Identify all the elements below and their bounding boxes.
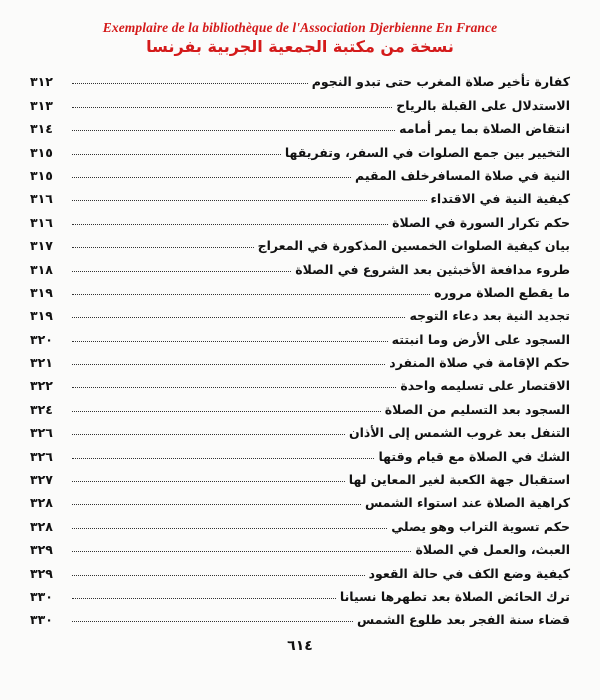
toc-entry-page: ٣١٢	[30, 74, 53, 90]
toc-entry-page: ٣١٧	[30, 238, 53, 254]
toc-entry	[30, 136, 570, 159]
toc-entry-title: التخيير بين جمع الصلوات في السفر، وتفريقها	[284, 144, 570, 160]
toc-entry-title: تجديد النية بعد دعاء التوجه	[409, 308, 570, 324]
toc-entry-title: استقبال جهة الكعبة لغير المعاين لها	[348, 472, 570, 488]
toc-leader-dots	[72, 458, 374, 459]
toc-entry-title: حكم الإقامة في صلاة المنفرد	[389, 355, 570, 371]
toc-entry-title: حكم تكرار السورة في الصلاة	[392, 214, 570, 230]
toc-entry-page: ٣٢٩	[30, 565, 53, 581]
page-number: ٦١٤	[287, 638, 313, 654]
toc-leader-dots	[72, 317, 405, 318]
toc-entry-title: ترك الحائض الصلاة بعد تطهرها نسيانا	[339, 588, 570, 604]
toc-leader-dots	[72, 294, 430, 295]
toc-leader-dots	[72, 621, 353, 622]
toc-entry-page: ٣٢٧	[30, 472, 53, 488]
toc-leader-dots	[72, 411, 381, 412]
toc-entry	[30, 347, 570, 370]
toc-entry-title: حكم تسوية التراب وهو يصلي	[391, 518, 570, 534]
toc-entry	[30, 277, 570, 300]
toc-entry-page: ٣١٤	[30, 121, 53, 137]
toc-entry-page: ٣١٦	[30, 214, 53, 230]
toc-entry	[30, 89, 570, 112]
toc-leader-dots	[72, 598, 336, 599]
toc-entry-title: ما يقطع الصلاة مروره	[434, 284, 570, 300]
toc-leader-dots	[72, 271, 291, 272]
toc-entry-page: ٣٢٨	[30, 495, 53, 511]
toc-entry-page: ٣٢٤	[30, 401, 53, 417]
toc-entry-page: ٣١٣	[30, 97, 53, 113]
toc-leader-dots	[72, 83, 308, 84]
toc-entry-page: ٣١٩	[30, 284, 53, 300]
toc-entry	[30, 113, 570, 136]
toc-entry-title: بيان كيفية الصلوات الخمسين المذكورة في المعراج	[257, 238, 570, 254]
toc-leader-dots	[72, 504, 361, 505]
toc-leader-dots	[72, 575, 365, 576]
toc-entry-page: ٣١٨	[30, 261, 53, 277]
toc-entry	[30, 393, 570, 416]
toc-entry-page: ٣١٥	[30, 144, 53, 160]
toc-entry-page: ٣١٥	[30, 167, 53, 183]
toc-leader-dots	[72, 434, 345, 435]
toc-entry-page: ٣٢٨	[30, 518, 53, 534]
toc-entry	[30, 510, 570, 533]
toc-entry-title: كيفية وضع الكف في حالة القعود	[368, 565, 570, 581]
toc-entry-title: الاستدلال على القبلة بالرياح	[396, 97, 570, 113]
toc-entry-page: ٣٢٠	[30, 331, 53, 347]
table-of-contents	[30, 66, 570, 627]
toc-entry-title: طروء مدافعة الأخبثين بعد الشروع في الصلاة	[295, 261, 570, 277]
toc-leader-dots	[72, 364, 385, 365]
toc-entry-page: ٣١٩	[30, 308, 53, 324]
toc-entry	[30, 487, 570, 510]
toc-entry	[30, 417, 570, 440]
toc-entry	[30, 440, 570, 463]
toc-entry-page: ٣٢١	[30, 355, 53, 371]
toc-entry	[30, 300, 570, 323]
toc-leader-dots	[72, 481, 345, 482]
toc-entry	[30, 370, 570, 393]
toc-entry	[30, 230, 570, 253]
toc-entry-title: السجود على الأرض وما انبتته	[391, 331, 570, 347]
toc-entry-title: قضاء سنة الفجر بعد طلوع الشمس	[356, 612, 570, 628]
toc-entry	[30, 604, 570, 627]
toc-leader-dots	[72, 341, 388, 342]
toc-entry-title: الشك في الصلاة مع قيام وقتها	[378, 448, 570, 464]
toc-entry-page: ٣٢٦	[30, 425, 53, 441]
toc-entry-page: ٣٢٦	[30, 448, 53, 464]
toc-entry-title: العبث، والعمل في الصلاة	[415, 542, 570, 558]
library-stamp	[0, 20, 600, 56]
toc-entry-page: ٣٢٩	[30, 542, 53, 558]
toc-entry-title: التنفل بعد غروب الشمس إلى الأذان	[348, 425, 570, 441]
toc-entry	[30, 160, 570, 183]
toc-entry	[30, 323, 570, 346]
toc-leader-dots	[72, 200, 427, 201]
toc-entry-title: كراهية الصلاة عند استواء الشمس	[364, 495, 570, 511]
toc-leader-dots	[72, 177, 351, 178]
toc-entry-title: الاقتصار على تسليمه واحدة	[400, 378, 570, 394]
toc-entry	[30, 206, 570, 229]
toc-leader-dots	[72, 107, 392, 108]
toc-leader-dots	[72, 247, 254, 248]
toc-entry-title: انتقاض الصلاة بما يمر أمامه	[399, 121, 570, 137]
stamp-line-arabic: نسخة من مكتبة الجمعية الجربية بفرنسا	[146, 37, 454, 56]
toc-entry-title: النية في صلاة المسافرخلف المقيم	[355, 167, 570, 183]
toc-entry-page: ٣٢٢	[30, 378, 53, 394]
toc-leader-dots	[72, 224, 388, 225]
toc-entry	[30, 557, 570, 580]
toc-entry-title: كيفية النية في الاقتداء	[430, 191, 570, 207]
toc-leader-dots	[72, 154, 281, 155]
toc-leader-dots	[72, 387, 396, 388]
toc-entry	[30, 464, 570, 487]
toc-entry	[30, 534, 570, 557]
toc-entry-page: ٣٣٠	[30, 588, 53, 604]
toc-entry	[30, 253, 570, 276]
toc-entry-title: كفارة تأخير صلاة المغرب حتى تبدو النجوم	[311, 74, 570, 90]
toc-entry-title: السجود بعد التسليم من الصلاة	[384, 401, 570, 417]
toc-entry-page: ٣١٦	[30, 191, 53, 207]
toc-entry	[30, 581, 570, 604]
toc-entry	[30, 66, 570, 89]
toc-entry	[30, 183, 570, 206]
stamp-line-english: Exemplaire de la bibliothèque de l'Association Djerbienne En France	[102, 20, 498, 35]
toc-leader-dots	[72, 130, 395, 131]
toc-leader-dots	[72, 528, 387, 529]
toc-entry-page: ٣٣٠	[30, 612, 53, 628]
toc-leader-dots	[72, 551, 411, 552]
